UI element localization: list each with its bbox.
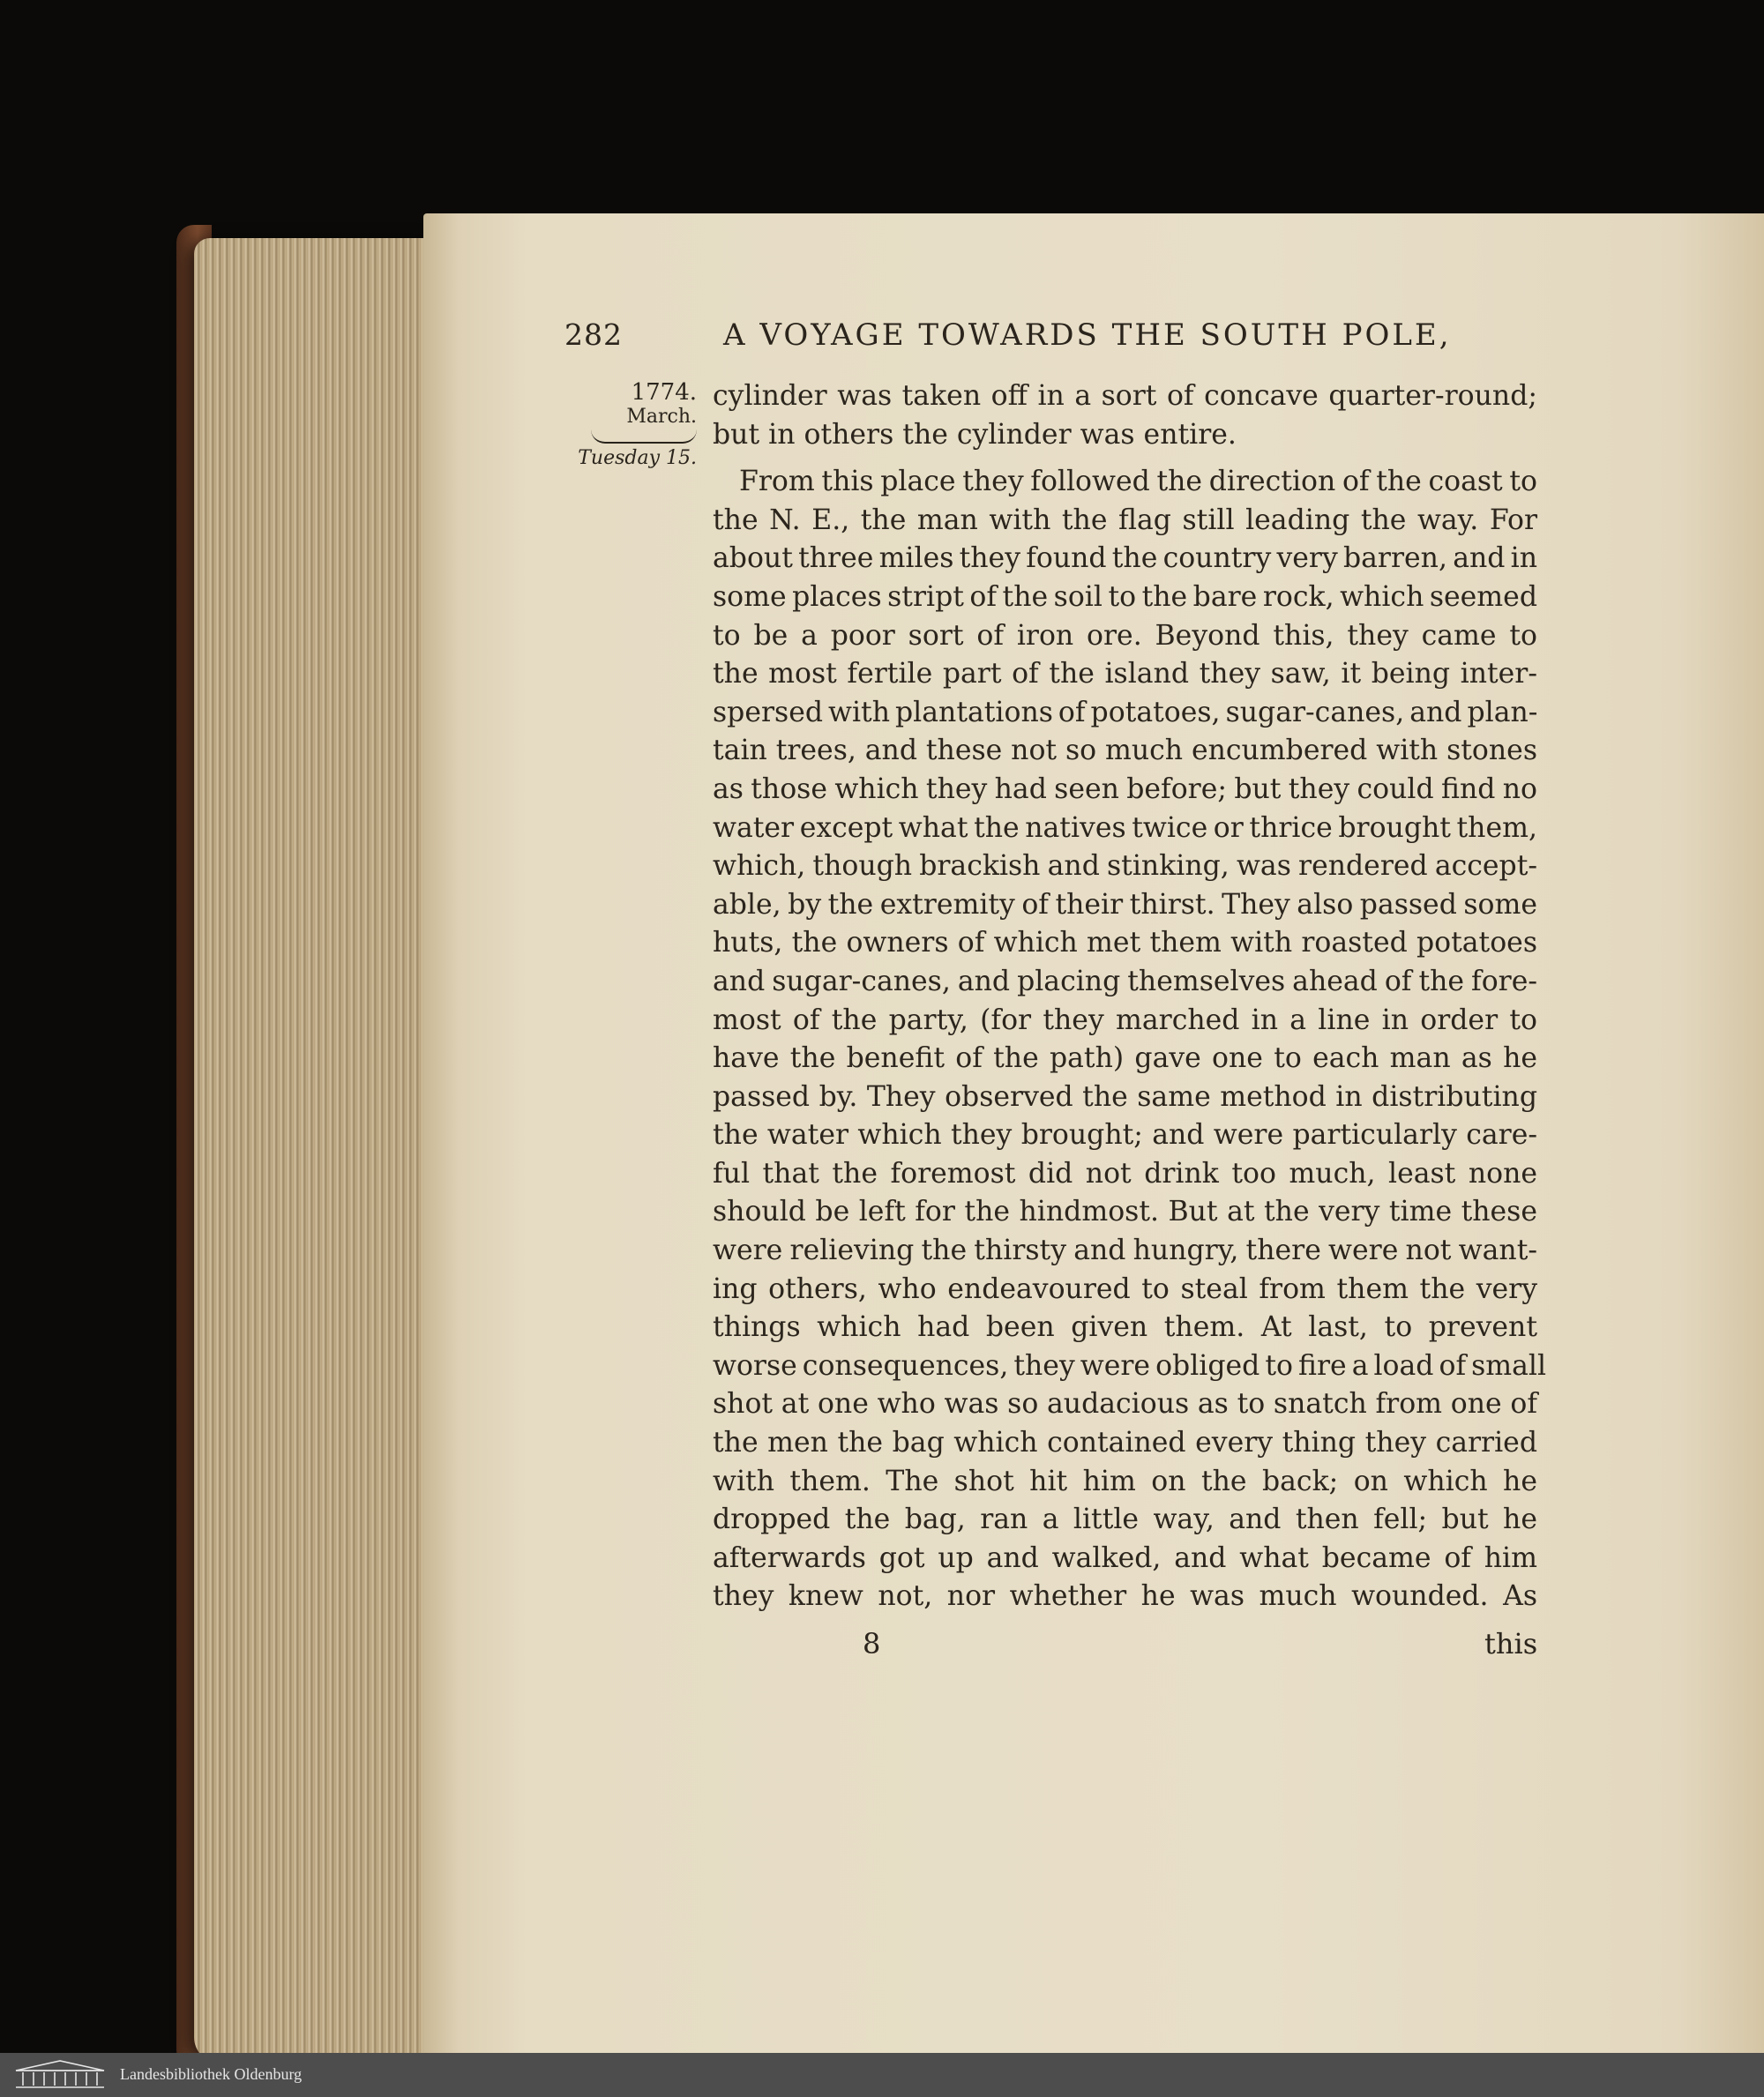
text-line: with them. The shot hit him on the back; on which he bbox=[713, 1465, 1537, 1497]
margin-brace bbox=[591, 429, 697, 444]
library-footer-bar bbox=[0, 2053, 1764, 2097]
running-title: A VOYAGE TOWARDS THE SOUTH POLE, bbox=[723, 317, 1452, 353]
text-line: to be a poor sort of iron ore. Beyond this, they came to bbox=[713, 619, 1537, 652]
paragraph-first-line: From this place they followed the direction of the coast to bbox=[739, 466, 1537, 498]
margin-year: 1774. bbox=[631, 379, 697, 406]
text-line: able, by the extremity of their thirst. They also passed some bbox=[713, 888, 1537, 921]
text-line: the N. E., the man with the flag still leading the way. For bbox=[713, 504, 1537, 536]
text-line: worse consequences, they were obliged to fire a load of small bbox=[713, 1349, 1547, 1382]
text-line: ing others, who endeavoured to steal from them the very bbox=[713, 1272, 1537, 1305]
text-line: were relieving the thirsty and hungry, there were not want- bbox=[713, 1235, 1537, 1267]
text-line: cylinder was taken off in a sort of concave quarter-round; bbox=[713, 380, 1537, 412]
text-line: ful that the foremost did not drink too much, least none bbox=[713, 1157, 1537, 1190]
text-line: spersed with plantations of potatoes, sugar-canes, and plan- bbox=[713, 696, 1538, 728]
text-line: afterwards got up and walked, and what became of him bbox=[713, 1541, 1537, 1574]
text-line: have the benefit of the path) gave one to each man as he bbox=[713, 1042, 1537, 1075]
text-line: shot at one who was so audacious as to snatch from one of bbox=[713, 1388, 1537, 1421]
margin-note bbox=[573, 379, 697, 469]
margin-month: March. bbox=[626, 406, 697, 428]
text-line: water except what the natives twice or thrice brought them, bbox=[713, 811, 1537, 844]
text-line: but in others the cylinder was entire. bbox=[713, 418, 1237, 451]
text-line: about three miles they found the country very barren, and in bbox=[713, 542, 1537, 575]
margin-day: Tuesday 15. bbox=[578, 447, 697, 469]
library-building-icon bbox=[12, 2058, 108, 2090]
text-line: tain trees, and these not so much encumbered with stones bbox=[713, 735, 1537, 767]
text-line: the most fertile part of the island they saw, it being inter- bbox=[713, 658, 1537, 690]
text-line: some places stript of the soil to the bare rock, which seemed bbox=[713, 580, 1537, 613]
signature-mark: 8 bbox=[863, 1627, 881, 1660]
text-line: should be left for the hindmost. But at the very time these bbox=[713, 1196, 1537, 1228]
text-line: things which had been given them. At last, to prevent bbox=[713, 1311, 1537, 1344]
text-line: passed by. They observed the same method in distributing bbox=[713, 1080, 1537, 1113]
page-stack bbox=[194, 238, 432, 2063]
text-line: dropped the bag, ran a little way, and then fell; but he bbox=[713, 1504, 1537, 1536]
text-line: huts, the owners of which met them with roasted potatoes bbox=[713, 927, 1537, 959]
body-text bbox=[713, 377, 1547, 1616]
running-head bbox=[564, 317, 1544, 362]
text-line: the men the bag which contained every thing they carried bbox=[713, 1427, 1537, 1459]
text-line: and sugar-canes, and placing themselves ahead of the fore- bbox=[713, 965, 1537, 997]
text-line: they knew not, nor whether he was much wounded. As bbox=[713, 1580, 1537, 1613]
text-line: most of the party, (for they marched in a line in order to bbox=[713, 1004, 1537, 1036]
text-line: which, though brackish and stinking, was rendered accept- bbox=[713, 850, 1537, 883]
catchword: this bbox=[1484, 1627, 1538, 1660]
page-number: 282 bbox=[564, 317, 623, 352]
text-line: as those which they had seen before; but they could find no bbox=[713, 772, 1537, 805]
library-name: Landesbibliothek Oldenburg bbox=[120, 2065, 303, 2083]
text-line: the water which they brought; and were particularly care- bbox=[713, 1119, 1537, 1152]
